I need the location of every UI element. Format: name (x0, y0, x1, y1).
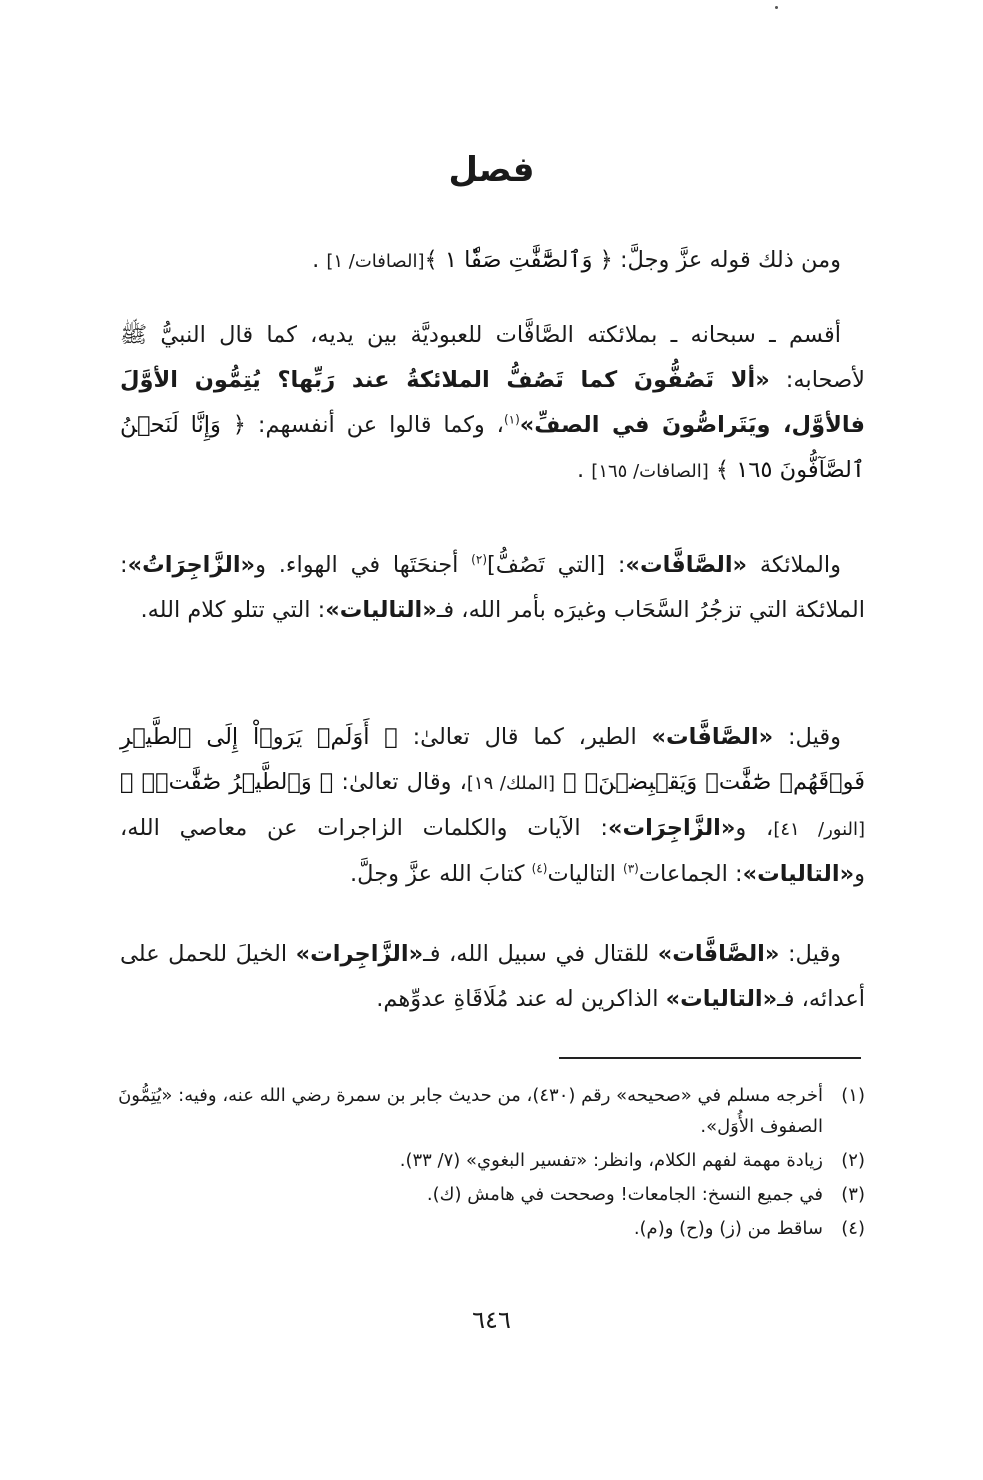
p3-text-2: : [التي تَصُفُّ] (487, 552, 626, 578)
p3-text-5: : التي تتلو كلام الله. (140, 597, 326, 623)
paragraph-3 (120, 543, 865, 633)
p4-quran-verse-1: ﴿ أَوَلَمۡ يَرَوۡاْ إِلَى ٱلطَّيۡرِ فَوۡقَهُمۡ صَٰٓفَّٰتٖ وَيَقۡبِضۡنَۚ ﴾ (120, 724, 865, 795)
footnote-number: (٤) (841, 1218, 865, 1239)
footnote-number: (٣) (841, 1184, 865, 1205)
footnote-divider (559, 1057, 861, 1059)
p5-term-zajirat: «الزَّاجِرات» (295, 941, 424, 967)
footnote-text: زيادة مهمة لفهم الكلام، وانظر: «تفسير البغوي» (٧/ ٣٣). (399, 1150, 823, 1171)
p3-text-1: والملائكة (747, 552, 842, 578)
p2-text-2: ، وكما قالوا عن أنفسهم: (246, 412, 504, 438)
p4-quran-verse-2: ﴿ وَٱلطَّيۡرُ صَٰٓفَّٰتٖۖ ﴾ (120, 769, 334, 795)
p3-text-4: : الملائكة التي تزجُرُ السَّحَاب وغيرَه بأمر الله، فـ (120, 552, 865, 623)
page-number: ٦٤٦ (472, 1306, 511, 1334)
p5-text-2: للقتال في سبيل الله، فـ (423, 941, 658, 967)
p3-text-3: أجنحَتَها في الهواء. و (255, 552, 472, 578)
p1-quran-verse: ﴿ وَٱلصَّٰٓفَّٰتِ صَفّٗا ١ ﴾ (424, 247, 613, 273)
p4-text-2: الطير، كما قال تعالىٰ: (397, 724, 652, 750)
p5-term-saffat: «الصَّافَّات» (657, 941, 780, 967)
footnote-number: (٢) (841, 1150, 865, 1171)
p2-hadith-quote: «ألا تَصُفُّونَ كما تَصُفُّ الملائكةُ عند رَبِّها؟ يُتِمُّون الأوَّلَ فالأوَّل، ويَتَراصُّونَ في الصفِّ» (120, 367, 865, 438)
footnote-ref-4[interactable]: (٤) (531, 861, 548, 876)
footnote-text: ساقط من (ز) و(ح) و(م). (633, 1218, 823, 1239)
footnote-ref-1[interactable]: (١) (503, 412, 520, 427)
p2-quran-verse: ﴿ وَإِنَّا لَنَحۡنُ ٱلصَّآفُّونَ ١٦٥ ﴾ (120, 412, 865, 483)
p4-term-zajirat: «الزَّاجِرَات» (607, 815, 736, 841)
p1-text: ومن ذلك قوله عزَّ وجلَّ: (612, 247, 841, 273)
p3-term-saffat: «الصَّافَّات» (625, 552, 748, 578)
p4-text-8: كتابَ الله عزَّ وجلَّ. (350, 861, 532, 887)
p2-text-1: أقسم ـ سبحانه ـ بملائكته الصَّافَّات للعبوديَّة بين يديه، كما قال النبيُّ ﷺ لأصحابه: (120, 322, 866, 393)
p4-text-7: التاليات (547, 861, 624, 887)
p1-verse-reference: [الصافات/ ١] (326, 251, 425, 272)
p4-text-5: : الآيات والكلمات الزاجرات عن معاصي الله، و (120, 815, 865, 887)
p4-term-saffat: «الصَّافَّات» (651, 724, 774, 750)
p4-text-6: : الجماعات (638, 861, 743, 887)
p2-end: . (576, 457, 592, 483)
p3-term-taliyat: «التاليات» (325, 597, 437, 623)
footnotes (105, 1080, 865, 1247)
footnote-ref-2[interactable]: (٢) (471, 552, 487, 567)
p5-text-1: وقيل: (779, 941, 841, 967)
footnote-4 (105, 1213, 865, 1244)
p3-term-zajirat: «الزَّاجِرَاتُ» (127, 552, 256, 578)
p5-text-4: الذاكرين له عند مُلَاقَاةِ عدوِّهم. (376, 986, 666, 1012)
paragraph-1 (120, 238, 865, 284)
p4-verse-reference-2: [النور/ ٤١] (773, 819, 866, 840)
section-title: فصل (448, 150, 535, 190)
paragraph-4 (120, 715, 865, 897)
p4-text-1: وقيل: (773, 724, 841, 750)
paragraph-2 (120, 313, 865, 494)
footnote-3 (105, 1179, 865, 1210)
footnote-2 (105, 1145, 865, 1176)
footnote-1 (105, 1080, 865, 1142)
p2-verse-reference: [الصافات/ ١٦٥] (591, 461, 709, 482)
footnote-text: أخرجه مسلم في «صحيحه» رقم (٤٣٠)، من حديث جابر بن سمرة رضي الله عنه، وفيه: «يُتِمُّونَ الصفوف الأُوَل». (118, 1085, 823, 1137)
p1-end: . (312, 247, 327, 273)
p5-term-taliyat: «التاليات» (665, 986, 778, 1012)
paragraph-5 (120, 932, 865, 1022)
p5-text-3: الخيلَ للحمل على أعدائه، فـ (120, 941, 865, 1012)
footnote-number: (١) (841, 1085, 865, 1106)
p4-text-3: ، وقال تعالىٰ: (333, 769, 467, 795)
p4-verse-reference-1: [الملك/ ١٩] (466, 773, 556, 794)
p4-text-4: ، و (735, 815, 774, 841)
footnote-text: في جميع النسخ: الجامعات! وصححت في هامش (ك). (426, 1184, 823, 1205)
footnote-ref-3[interactable]: (٣) (623, 861, 639, 876)
page-speck (775, 6, 778, 9)
p4-term-taliyat: «التاليات» (742, 861, 855, 887)
